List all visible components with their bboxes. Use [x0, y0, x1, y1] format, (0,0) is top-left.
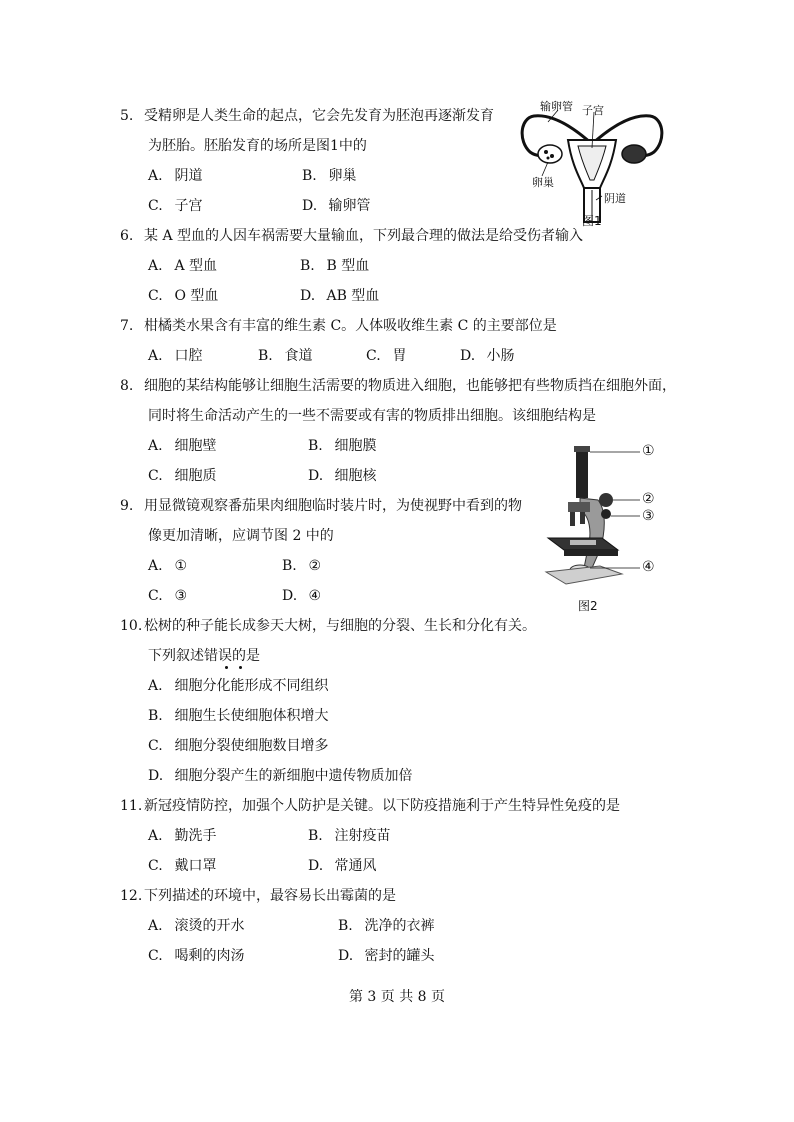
emphasis-dot: [225, 666, 228, 669]
figure-2-marker-2: ②: [642, 491, 655, 507]
question-8-line-1: 8. 细胞的某结构能够让细胞生活需要的物质进入细胞，也能够把有些物质挡在细胞外面，: [120, 378, 676, 394]
q10-option-b: B. 细胞生长使细胞体积增大: [148, 708, 329, 724]
page-footer: 第 3 页 共 8 页: [348, 989, 446, 1005]
q11-option-d: D. 常通风: [308, 858, 377, 874]
q5-option-b: B. 卵巢: [302, 168, 357, 184]
q7-option-a: A. 口腔: [148, 348, 203, 364]
q9-option-c: C. ③: [148, 588, 188, 604]
figure-1-label-uterus: 子宫: [582, 104, 604, 117]
figure-1-label-oviduct: 输卵管: [540, 100, 573, 113]
question-8-line-2: 同时将生命活动产生的一些不需要或有害的物质排出细胞。该细胞结构是: [148, 408, 596, 424]
q8-option-a: A. 细胞壁: [148, 438, 217, 454]
question-7-line-1: 7. 柑橘类水果含有丰富的维生素 C。人体吸收维生素 C 的主要部位是: [120, 318, 557, 334]
q12-option-b: B. 洗净的衣裤: [338, 918, 435, 934]
q6-option-d: D. AB 型血: [300, 288, 380, 304]
figure-2-marker-3: ③: [642, 508, 655, 524]
question-12-line-1: 12. 下列描述的环境中，最容易长出霉菌的是: [120, 888, 396, 904]
figure-2-marker-4: ④: [642, 559, 655, 575]
q8-option-d: D. 细胞核: [308, 468, 377, 484]
question-5-line-2: 为胚胎。胚胎发育的场所是图1中的: [148, 138, 367, 154]
q8-option-c: C. 细胞质: [148, 468, 217, 484]
question-9-line-1: 9. 用显微镜观察番茄果肉细胞临时装片时，为使视野中看到的物: [120, 498, 522, 514]
figure-2-caption: 图2: [578, 599, 598, 613]
q5-option-d: D. 输卵管: [302, 198, 371, 214]
q12-option-c: C. 喝剩的肉汤: [148, 948, 245, 964]
q11-option-c: C. 戴口罩: [148, 858, 217, 874]
emphasis-dot: [239, 666, 242, 669]
figure-1-label-vagina: 阴道: [604, 192, 626, 205]
q7-option-d: D. 小肠: [460, 348, 515, 364]
q5-option-c: C. 子宫: [148, 198, 203, 214]
q7-option-c: C. 胃: [366, 348, 407, 364]
figure-2-marker-1: ①: [642, 443, 655, 459]
q12-option-a: A. 滚烫的开水: [148, 918, 245, 934]
q11-option-a: A. 勤洗手: [148, 828, 217, 844]
q5-option-a: A. 阴道: [148, 168, 203, 184]
figure-1-caption: 图1: [582, 214, 602, 228]
question-9-line-2: 像更加清晰，应调节图 2 中的: [148, 528, 334, 544]
q10-option-d: D. 细胞分裂产生的新细胞中遗传物质加倍: [148, 768, 413, 784]
question-11-line-1: 11. 新冠疫情防控，加强个人防护是关键。以下防疫措施利于产生特异性免疫的是: [120, 798, 620, 814]
question-6-line-1: 6. 某 A 型血的人因车祸需要大量输血，下列最合理的做法是给受伤者输入: [120, 228, 584, 244]
q10-option-a: A. 细胞分化能形成不同组织: [148, 678, 329, 694]
q11-option-b: B. 注射疫苗: [308, 828, 391, 844]
q8-option-b: B. 细胞膜: [308, 438, 377, 454]
figure-2-microscope-diagram: [540, 440, 670, 615]
question-10-line-2: 下列叙述错误的是: [148, 648, 260, 664]
q6-option-c: C. O 型血: [148, 288, 219, 304]
figure-1-uterus-diagram: [512, 96, 672, 231]
question-10-line-1: 10. 松树的种子能长成参天大树，与细胞的分裂、生长和分化有关。: [120, 618, 536, 634]
question-5-line-1: 5. 受精卵是人类生命的起点，它会先发育为胚泡再逐渐发育: [120, 108, 494, 124]
q6-option-a: A. A 型血: [148, 258, 218, 274]
q12-option-d: D. 密封的罐头: [338, 948, 435, 964]
q9-option-b: B. ②: [282, 558, 322, 574]
figure-1-label-ovary: 卵巢: [532, 176, 554, 189]
q10-option-c: C. 细胞分裂使细胞数目增多: [148, 738, 329, 754]
q9-option-a: A. ①: [148, 558, 188, 574]
q6-option-b: B. B 型血: [300, 258, 370, 274]
q9-option-d: D. ④: [282, 588, 322, 604]
q7-option-b: B. 食道: [258, 348, 313, 364]
